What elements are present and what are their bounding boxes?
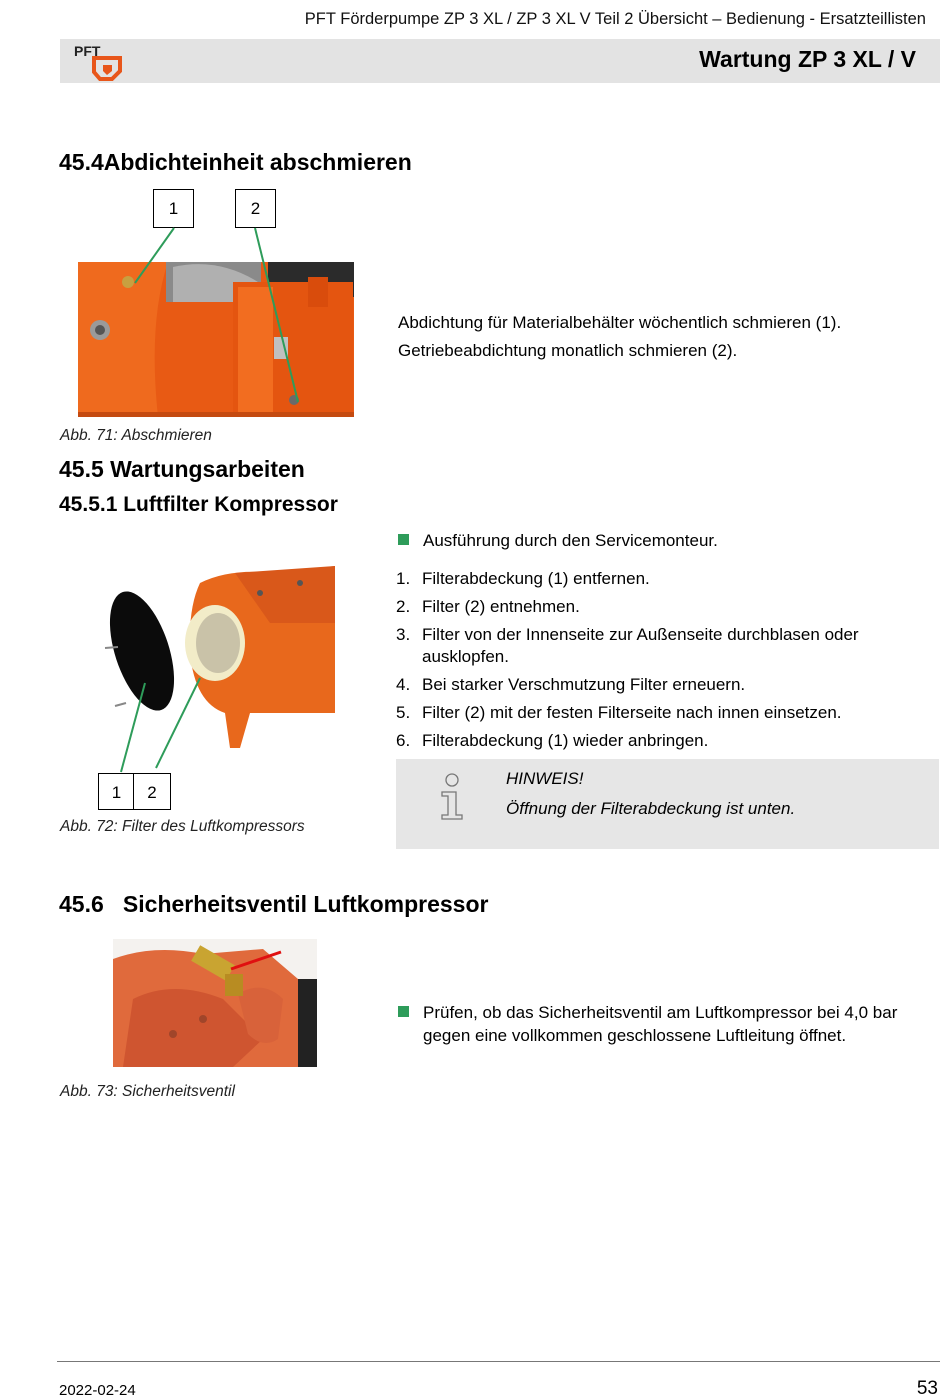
caption-abb-71: Abb. 71: Abschmieren [60,427,212,444]
note-box [396,759,939,849]
heading-45-6: 45.6 Sicherheitsventil Luftkompressor [59,891,489,917]
footer-date: 2022-02-24 [59,1382,136,1399]
bullet-list-service [397,529,937,552]
callout-2: 2 [235,189,276,228]
step-number: 2. [396,597,411,616]
heading-45-5-1: 45.5.1 Luftfilter Kompressor [59,493,338,516]
callout-filter-2: 2 [133,773,171,810]
step-text: Filter (2) mit der festen Filterseite nach innen einsetzen. [422,703,842,722]
step-text: Filter von der Innenseite zur Außenseite durchblasen oder ausklopfen. [422,625,859,666]
logo-text: PFT [74,43,101,59]
bullet-list-safety-valve [397,1001,937,1047]
heading-45-5: 45.5 Wartungsarbeiten [59,456,305,482]
info-icon [436,771,468,828]
step-item [396,730,936,752]
page-number: 53 [916,1378,938,1399]
caption-abb-72: Abb. 72: Filter des Luftkompressors [60,818,305,835]
step-text: Filterabdeckung (1) wieder anbringen. [422,731,709,750]
steps-list [396,568,936,758]
step-number: 5. [396,703,411,722]
leader-lines-71 [0,0,950,460]
note-title: HINWEIS! [506,769,584,788]
leader-lines-72 [0,560,360,780]
step-item [396,568,936,590]
step-item [396,624,936,668]
step-number: 3. [396,625,411,644]
text-line-gear-monthly: Getriebeabdichtung monatlich schmieren (2). [398,341,738,360]
step-number: 1. [396,569,411,588]
callout-1: 1 [153,189,194,228]
step-text: Filter (2) entnehmen. [422,597,580,616]
text-line-seal-weekly: Abdichtung für Materialbehälter wöchentlich schmieren (1). [398,313,842,332]
step-text: Filterabdeckung (1) entfernen. [422,569,650,588]
step-number: 4. [396,675,411,694]
step-item [396,702,936,724]
bullet-item: Prüfen, ob das Sicherheitsventil am Luftkompressor bei 4,0 bar gegen eine vollkommen geschlossene Luftleitung öffnet. [397,1001,937,1047]
running-header: PFT Förderpumpe ZP 3 XL / ZP 3 XL V Teil 2 Übersicht – Bedienung - Ersatzteillisten [304,10,926,28]
chapter-title: Wartung ZP 3 XL / V [699,46,916,72]
step-item [396,596,936,618]
callout-filter-cover-1: 1 [98,773,135,810]
caption-abb-73: Abb. 73: Sicherheitsventil [60,1083,235,1100]
bullet-item: Ausführung durch den Servicemonteur. [397,529,937,552]
heading-45-4: 45.4Abdichteinheit abschmieren [59,149,412,175]
step-number: 6. [396,731,411,750]
step-text: Bei starker Verschmutzung Filter erneuern. [422,675,746,694]
safety-valve-photo [113,939,317,1067]
step-item [396,674,936,696]
footer-divider [57,1361,940,1362]
note-text: Öffnung der Filterabdeckung ist unten. [506,799,796,818]
